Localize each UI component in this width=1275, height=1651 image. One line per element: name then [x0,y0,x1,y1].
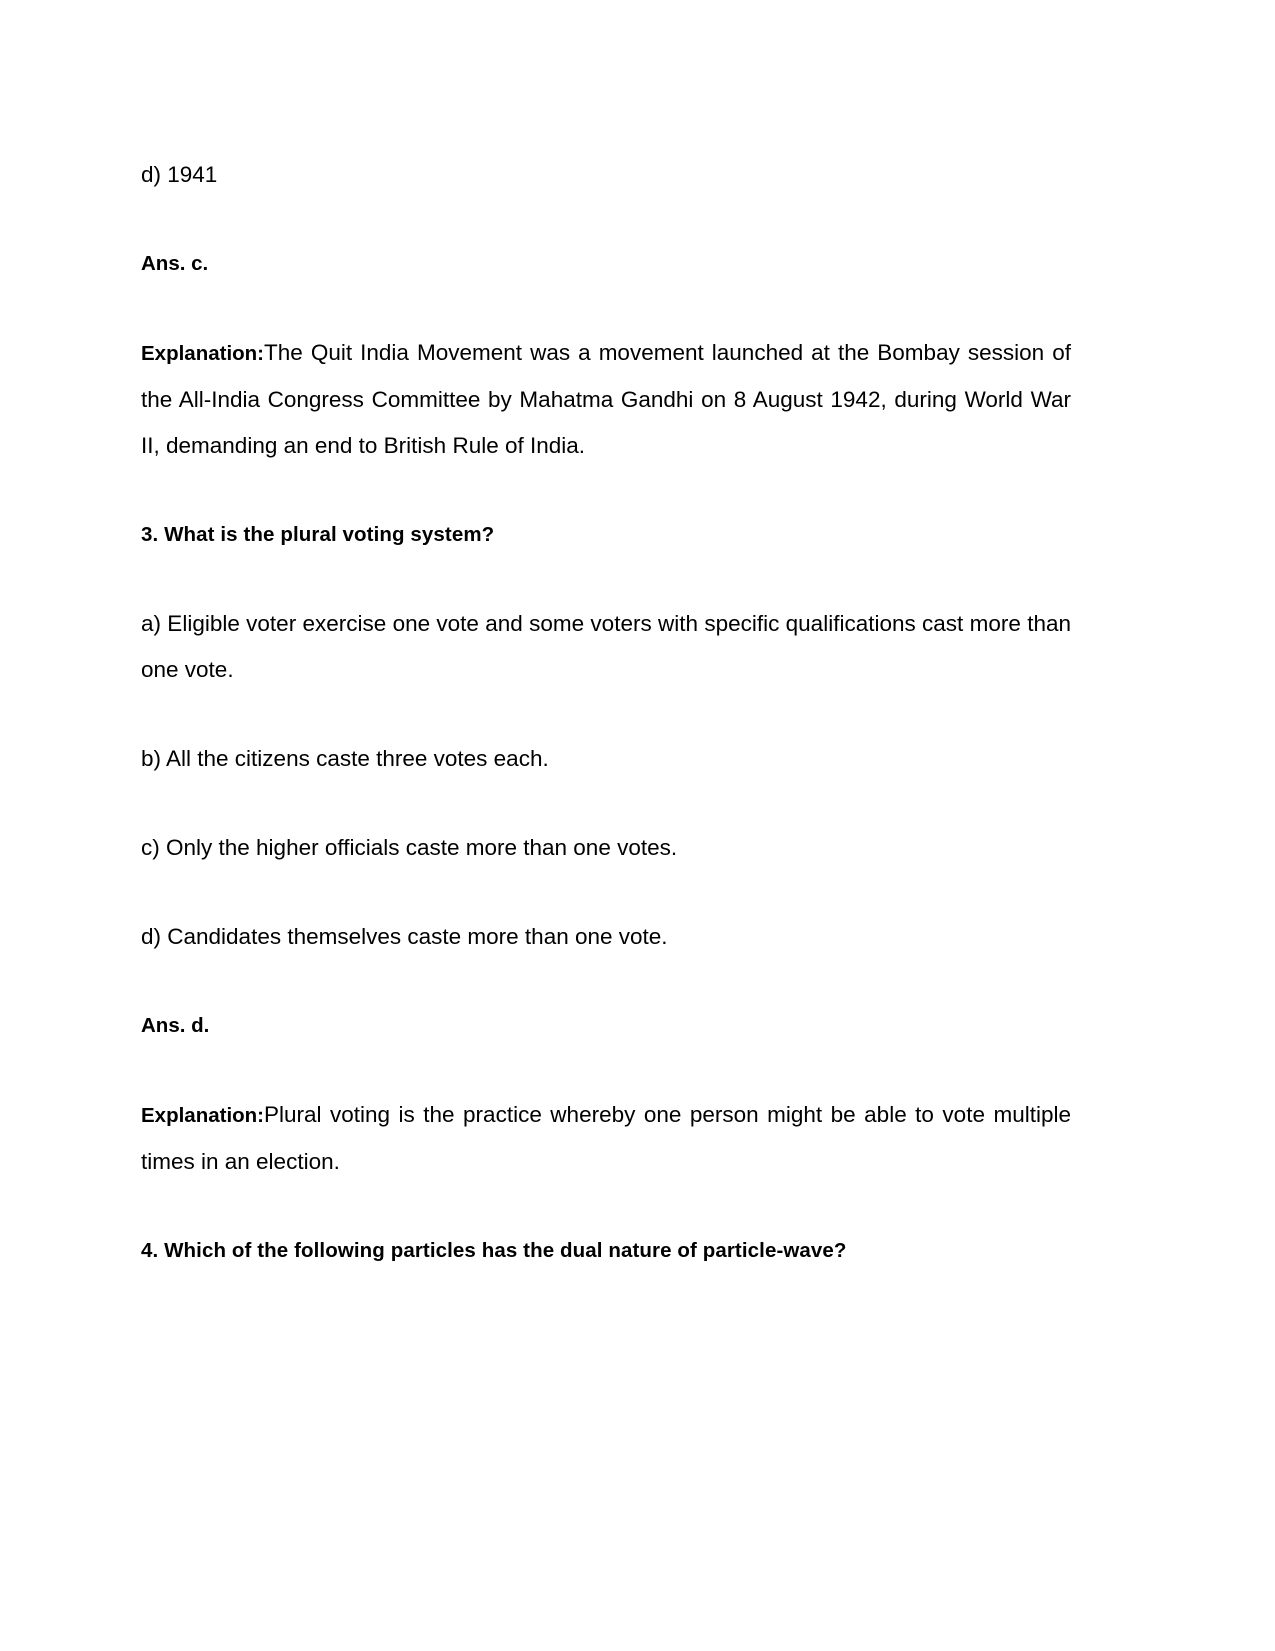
question-3-option-d: d) Candidates themselves caste more than one vote. [141,924,668,949]
question-3-option-c: c) Only the higher officials caste more than one votes. [141,835,678,860]
explanation-question-2 [141,330,1071,469]
option-d-1941: d) 1941 [141,162,218,187]
page-content [141,152,1071,1317]
option-a-line-2: more than one vote. [141,611,1071,682]
explanation-label: Explanation: [141,1104,265,1127]
explanation-question-3 [141,1092,1071,1185]
question-4-heading: 4. Which of the following particles has the dual nature of particle-wave? [141,1239,847,1262]
answer-question-3: Ans. d. [141,1014,210,1037]
explanation-label: Explanation: [141,342,265,365]
question-3-option-a [141,601,1071,693]
explanation-text-line-1: Plural voting is the practice whereby one person might be able to vote [264,1102,985,1127]
question-3-option-b: b) All the citizens caste three votes each. [141,746,549,771]
explanation-text-line-3: during World War II, demanding an end to British Rule of India. [141,387,1071,458]
explanation-text-line-2: session of the All-India Congress Committee by Mahatma Gandhi on 8 August 1942, [141,340,1071,412]
explanation-text-line-1: The Quit India Movement was a movement launched at the Bombay [264,340,960,365]
option-a-line-1: a) Eligible voter exercise one vote and some voters with specific qualifications cast [141,611,964,636]
explanation-text-line-2: multiple times in an election. [141,1102,1071,1174]
question-3-heading: 3. What is the plural voting system? [141,523,495,546]
answer-question-2: Ans. c. [141,252,209,275]
